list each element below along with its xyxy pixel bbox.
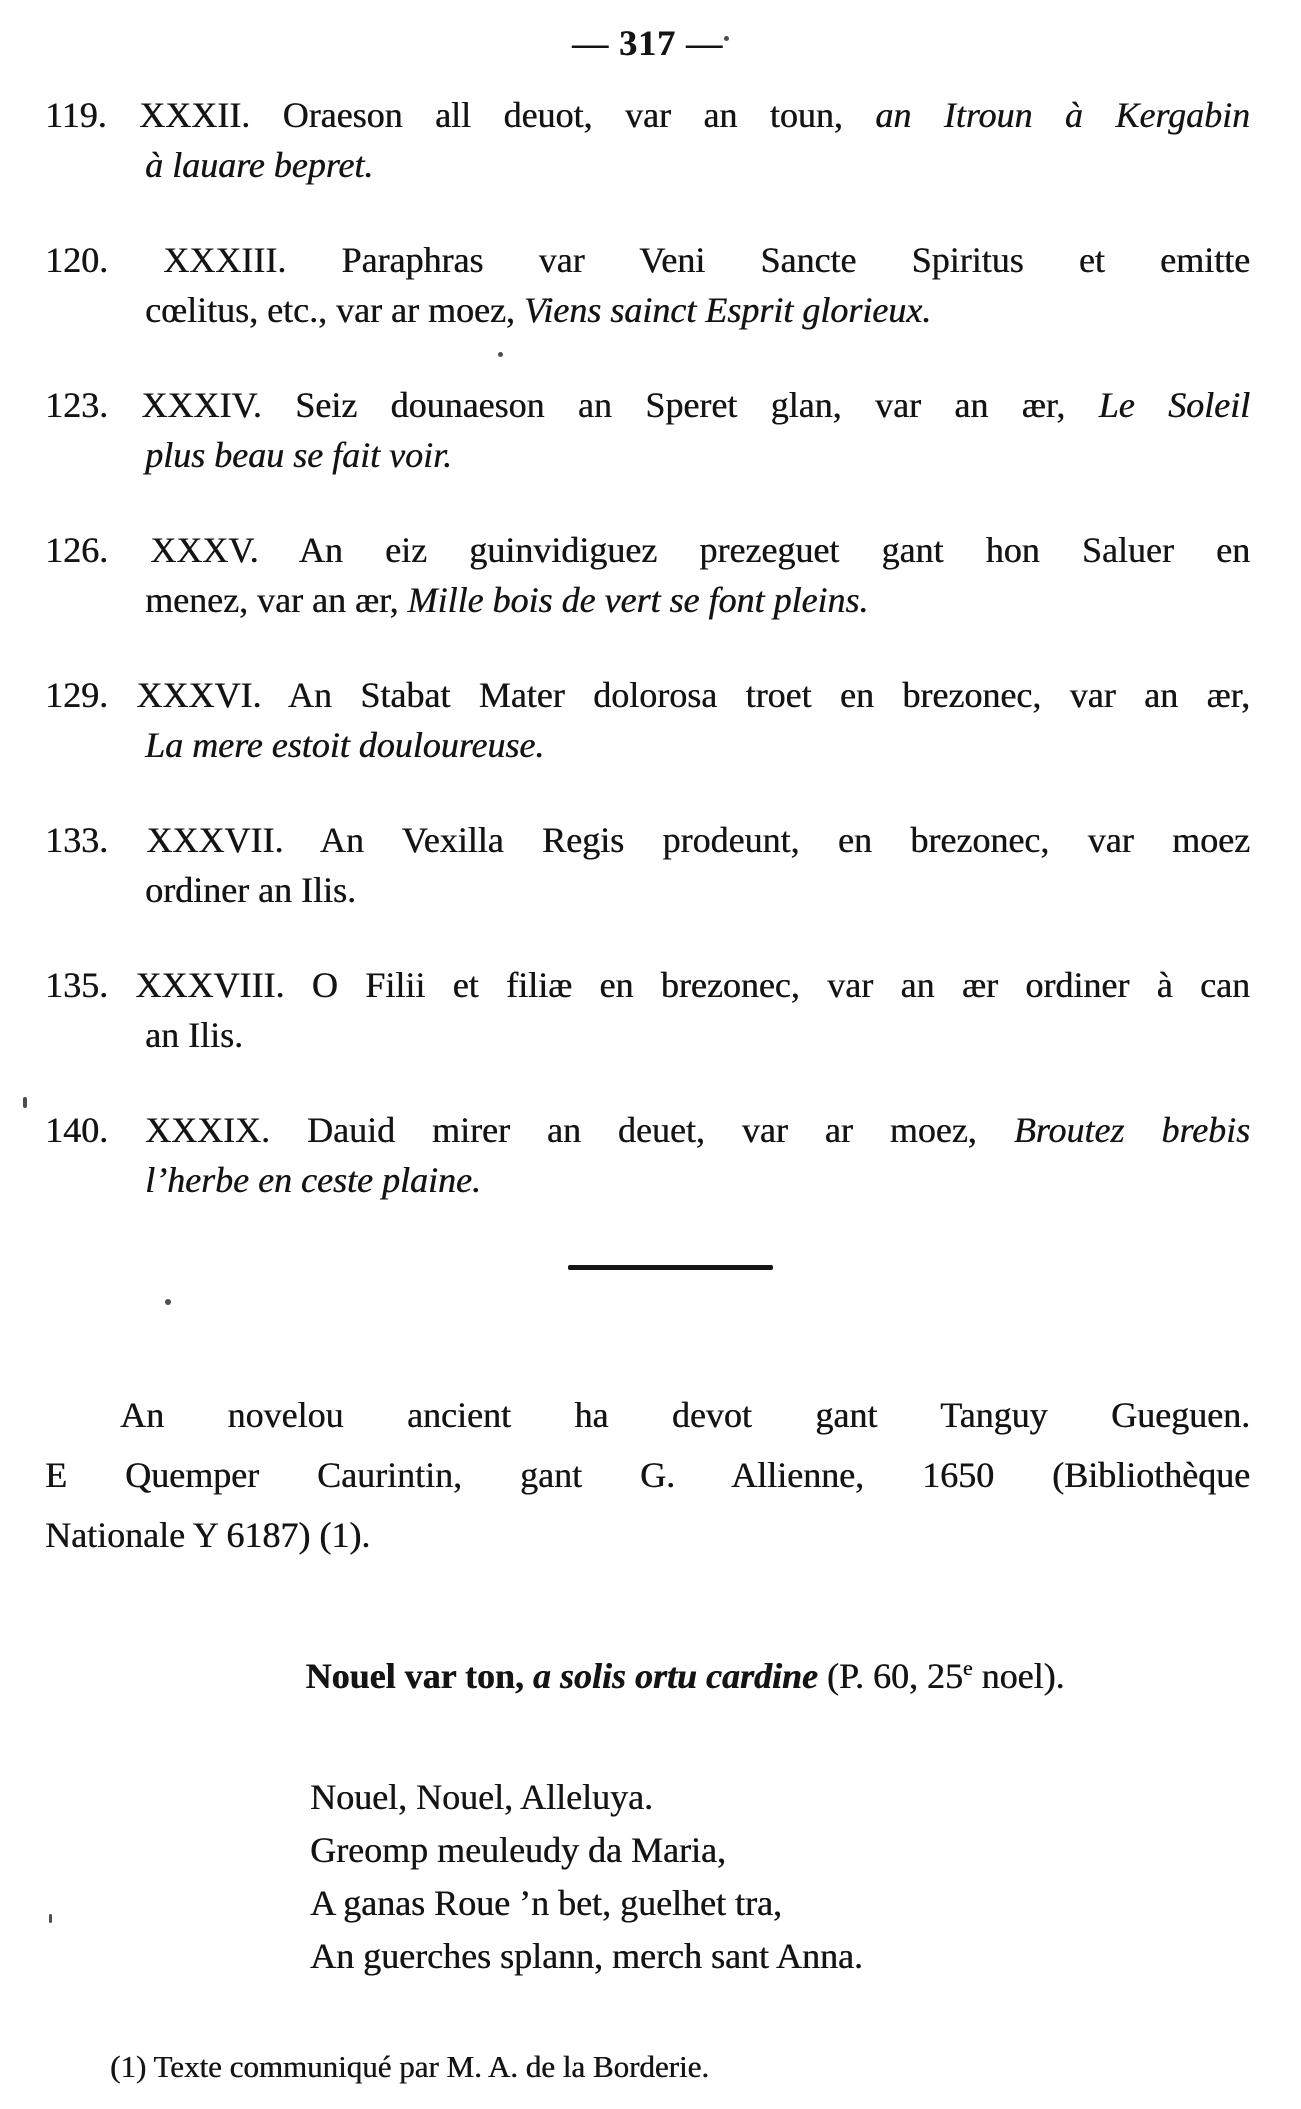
catalog-entry-line — [45, 235, 1250, 285]
catalog-entry — [45, 90, 1250, 190]
catalog-entry — [45, 235, 1250, 335]
text-segment-roman: an Ilis. — [145, 1015, 243, 1055]
text-segment-italic: La mere estoit douloureuse. — [145, 725, 545, 765]
catalog-entry-line — [45, 575, 1250, 625]
bibliographic-paragraph — [45, 1385, 1250, 1565]
text-segment-roman: 133. XXXVII. An Vexilla Regis prodeunt, en brezonec, var moez — [45, 820, 1250, 860]
catalog-entry-line — [45, 90, 1250, 140]
text-segment-roman: menez, var an ær, — [145, 580, 408, 620]
text-segment-italic: Viens sainct Esprit glorieux. — [523, 290, 932, 330]
catalog-entry-line — [45, 1155, 1250, 1205]
text-segment-sup: e — [962, 1656, 973, 1680]
text-segment-italic: Le Soleil — [1098, 385, 1250, 425]
text-segment-roman: cœlitus, etc., var ar moez, — [145, 290, 524, 330]
text-segment-roman: 140. XXXIX. Dauid mirer an deuet, var ar moez, — [45, 1110, 1014, 1150]
catalog-entry-line — [45, 430, 1250, 480]
verse-line: Nouel, Nouel, Alleluya. — [310, 1777, 653, 1817]
text-segment-roman: 119. XXXII. Oraeson all deuot, var an toun, — [45, 95, 876, 135]
catalog-entry-line — [45, 140, 1250, 190]
ink-speck — [498, 352, 503, 357]
text-segment-bold: Nouel var ton, — [305, 1656, 533, 1696]
catalog-entry-line — [45, 525, 1250, 575]
text-segment-roman: 126. XXXV. An eiz guinvidiguez prezeguet gant hon Saluer en — [45, 530, 1250, 570]
noel-section-heading — [45, 1643, 1250, 1701]
catalog-entry — [45, 670, 1250, 770]
text-segment-roman: 123. XXXIV. Seiz dounaeson an Speret glan, var an ær, — [45, 385, 1099, 425]
catalog-entry-line — [45, 815, 1250, 865]
paragraph-line: An novelou ancient ha devot gant Tanguy Gueguen. — [120, 1395, 1250, 1435]
text-segment-roman: ordiner an Ilis. — [145, 870, 356, 910]
verse-line: A ganas Roue ’n bet, guelhet tra, — [310, 1883, 782, 1923]
text-segment-roman: 120. XXXIII. Paraphras var Veni Sancte Spiritus et emitte — [45, 240, 1250, 280]
paragraph-line: E Quemper Caurintin, gant G. Allienne, 1650 (Bibliothèque — [45, 1455, 1250, 1495]
ink-speck — [165, 1299, 171, 1305]
catalog-entry-line — [45, 380, 1250, 430]
text-segment-italic: Mille bois de vert se font pleins. — [407, 580, 869, 620]
catalog-entry-list — [45, 90, 1250, 1205]
catalog-entry-line — [45, 865, 1250, 915]
text-segment-roman: noel). — [972, 1656, 1065, 1696]
footnote: (1) Texte communiqué par M. A. de la Borderie. — [110, 2049, 710, 2084]
text-segment-italic: à lauare bepret. — [145, 145, 374, 185]
catalog-entry-line — [45, 720, 1250, 770]
catalog-entry-line — [45, 960, 1250, 1010]
verse-line: An guerches splann, merch sant Anna. — [310, 1936, 863, 1976]
catalog-entry-line — [45, 1105, 1250, 1155]
text-segment-roman: (P. 60, 25 — [826, 1656, 963, 1696]
ink-speck — [49, 1914, 52, 1923]
catalog-entry — [45, 380, 1250, 480]
catalog-entry-line — [45, 285, 1250, 335]
catalog-entry — [45, 815, 1250, 915]
section-divider-rule — [568, 1265, 773, 1270]
paragraph-line: Nationale Y 6187) (1). — [45, 1515, 371, 1555]
text-segment-italic: an Itroun à Kergabin — [875, 95, 1250, 135]
ink-speck — [724, 36, 729, 41]
verse-line: Greomp meuleudy da Maria, — [310, 1830, 726, 1870]
text-block — [45, 0, 1250, 2087]
catalog-entry — [45, 1105, 1250, 1205]
text-segment-italic: Broutez brebis — [1013, 1110, 1250, 1150]
verse-stanza — [310, 1771, 1250, 1983]
text-segment-italic: l’herbe en ceste plaine. — [145, 1160, 481, 1200]
text-segment-roman: 135. XXXVIII. O Filii et filiæ en brezonec, var an ær ordiner à can — [45, 965, 1250, 1005]
catalog-entry-line — [45, 670, 1250, 720]
text-segment-roman: 129. XXXVI. An Stabat Mater dolorosa troet en brezonec, var an ær, — [45, 675, 1250, 715]
text-segment-italic: plus beau se fait voir. — [145, 435, 452, 475]
page-number: — 317 — — [572, 23, 723, 63]
catalog-entry — [45, 960, 1250, 1060]
text-segment-bold-italic: a solis ortu cardine — [532, 1656, 827, 1696]
catalog-entry-line — [45, 1010, 1250, 1060]
catalog-entry — [45, 525, 1250, 625]
ink-speck — [23, 1097, 27, 1108]
